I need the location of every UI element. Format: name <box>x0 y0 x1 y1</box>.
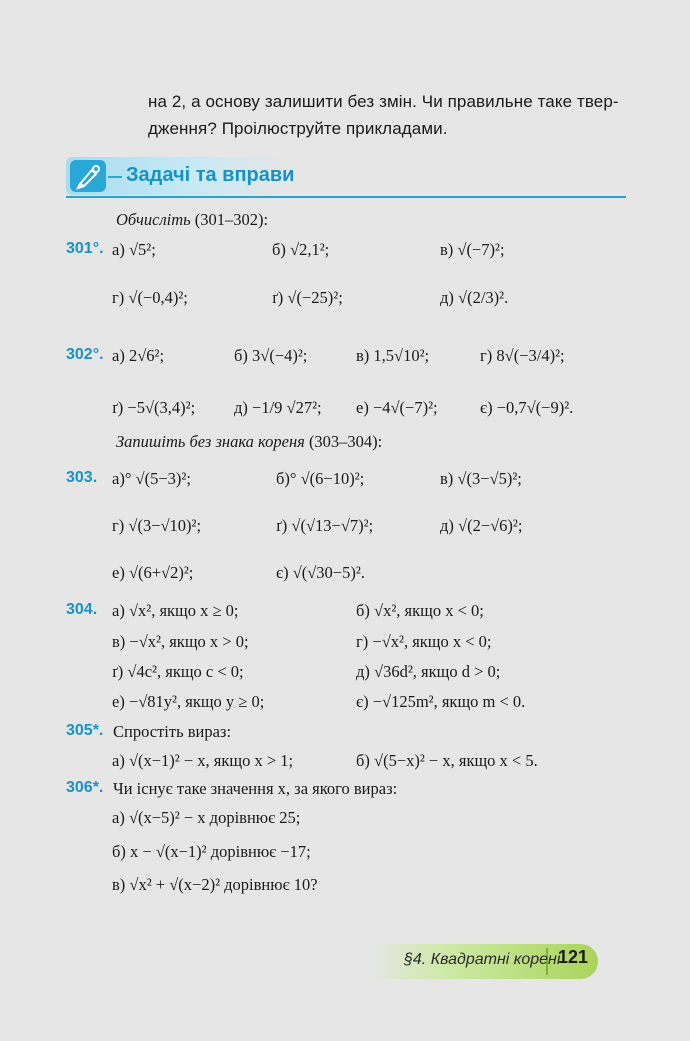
problem-301-f: д) √(2/3)². <box>440 288 509 307</box>
page-number: 121 <box>558 947 589 967</box>
problem-303-h: є) √(√30−5)². <box>276 563 365 582</box>
problem-302-b: б) 3√(−4)²; <box>234 346 308 365</box>
problem-303-b: б)° √(6−10)²; <box>276 469 365 488</box>
problem-303-c: в) √(3−√5)²; <box>440 469 522 488</box>
chapter-title: §4. Квадратні корені <box>404 951 561 968</box>
problem-305-a: а) √(x−1)² − x, якщо x > 1; <box>112 751 294 770</box>
problem-304-e: ґ) √4c², якщо c < 0; <box>112 662 244 681</box>
problem-303-a: а)° √(5−3)²; <box>112 469 191 488</box>
problem-304-a: а) √x², якщо x ≥ 0; <box>112 601 239 620</box>
problem-304-number: 304. <box>66 601 98 618</box>
problem-304-g: е) −√81y², якщо y ≥ 0; <box>112 692 265 711</box>
instruction-text: Запишіть без знака кореня <box>116 432 305 451</box>
problem-304-f: д) √36d², якщо d > 0; <box>356 662 501 681</box>
problem-301-a: а) √5²; <box>112 240 156 259</box>
problem-302-g: е) −4√(−7)²; <box>356 398 438 417</box>
problem-306-a: а) √(x−5)² − x дорівнює 25; <box>112 808 301 827</box>
problem-303-e: ґ) √(√13−√7)²; <box>276 516 374 535</box>
problem-301-e: ґ) √(−25)²; <box>272 288 343 307</box>
problem-302-a: а) 2√6²; <box>112 346 165 365</box>
problem-304-b: б) √x², якщо x < 0; <box>356 601 484 620</box>
instruction-compute <box>116 210 268 230</box>
problem-301-d: г) √(−0,4)²; <box>112 288 188 307</box>
problem-306-text: Чи існує таке значення x, за якого вираз: <box>113 779 398 798</box>
problem-305-b: б) √(5−x)² − x, якщо x < 5. <box>356 751 538 770</box>
problem-305-number: 305*. <box>66 722 104 739</box>
problem-302-d: г) 8√(−3/4)²; <box>480 346 565 365</box>
instruction-remove-root <box>116 432 382 452</box>
instruction-text: Обчисліть <box>116 210 191 229</box>
problem-304-c: в) −√x², якщо x > 0; <box>112 632 249 651</box>
intro-line-1: на 2, а основу залишити без змін. Чи правильне таке твер- <box>148 92 619 111</box>
banner-connector <box>108 176 122 178</box>
problem-303-g: е) √(6+√2)²; <box>112 563 194 582</box>
problem-303-f: д) √(2−√6)²; <box>440 516 523 535</box>
section-divider <box>66 196 626 198</box>
intro-line-2: дження? Проілюструйте прикладами. <box>148 119 448 138</box>
problem-303-number: 303. <box>66 469 98 486</box>
problem-306-number: 306*. <box>66 779 104 796</box>
problem-301-number: 301°. <box>66 240 104 257</box>
problem-301-c: в) √(−7)²; <box>440 240 505 259</box>
instruction-range: (301–302): <box>194 210 269 229</box>
problem-302-h: є) −0,7√(−9)². <box>480 398 574 417</box>
problem-306-b: б) x − √(x−1)² дорівнює −17; <box>112 842 311 861</box>
instruction-range: (303–304): <box>308 432 383 451</box>
problem-306-c: в) √x² + √(x−2)² дорівнює 10? <box>112 875 318 894</box>
problem-304-d: г) −√x², якщо x < 0; <box>356 632 492 651</box>
problem-302-e: ґ) −5√(3,4)²; <box>112 398 196 417</box>
problem-303-d: г) √(3−√10)²; <box>112 516 202 535</box>
problem-305-text: Спростіть вираз: <box>113 722 232 741</box>
section-title: Задачі та вправи <box>126 164 295 186</box>
problem-302-f: д) −1/9 √27²; <box>234 398 322 417</box>
problem-302-number: 302°. <box>66 346 104 363</box>
problem-302-c: в) 1,5√10²; <box>356 346 430 365</box>
problem-304-h: є) −√125m², якщо m < 0. <box>356 692 526 711</box>
problem-301-b: б) √2,1²; <box>272 240 330 259</box>
pencil-icon <box>70 160 106 192</box>
